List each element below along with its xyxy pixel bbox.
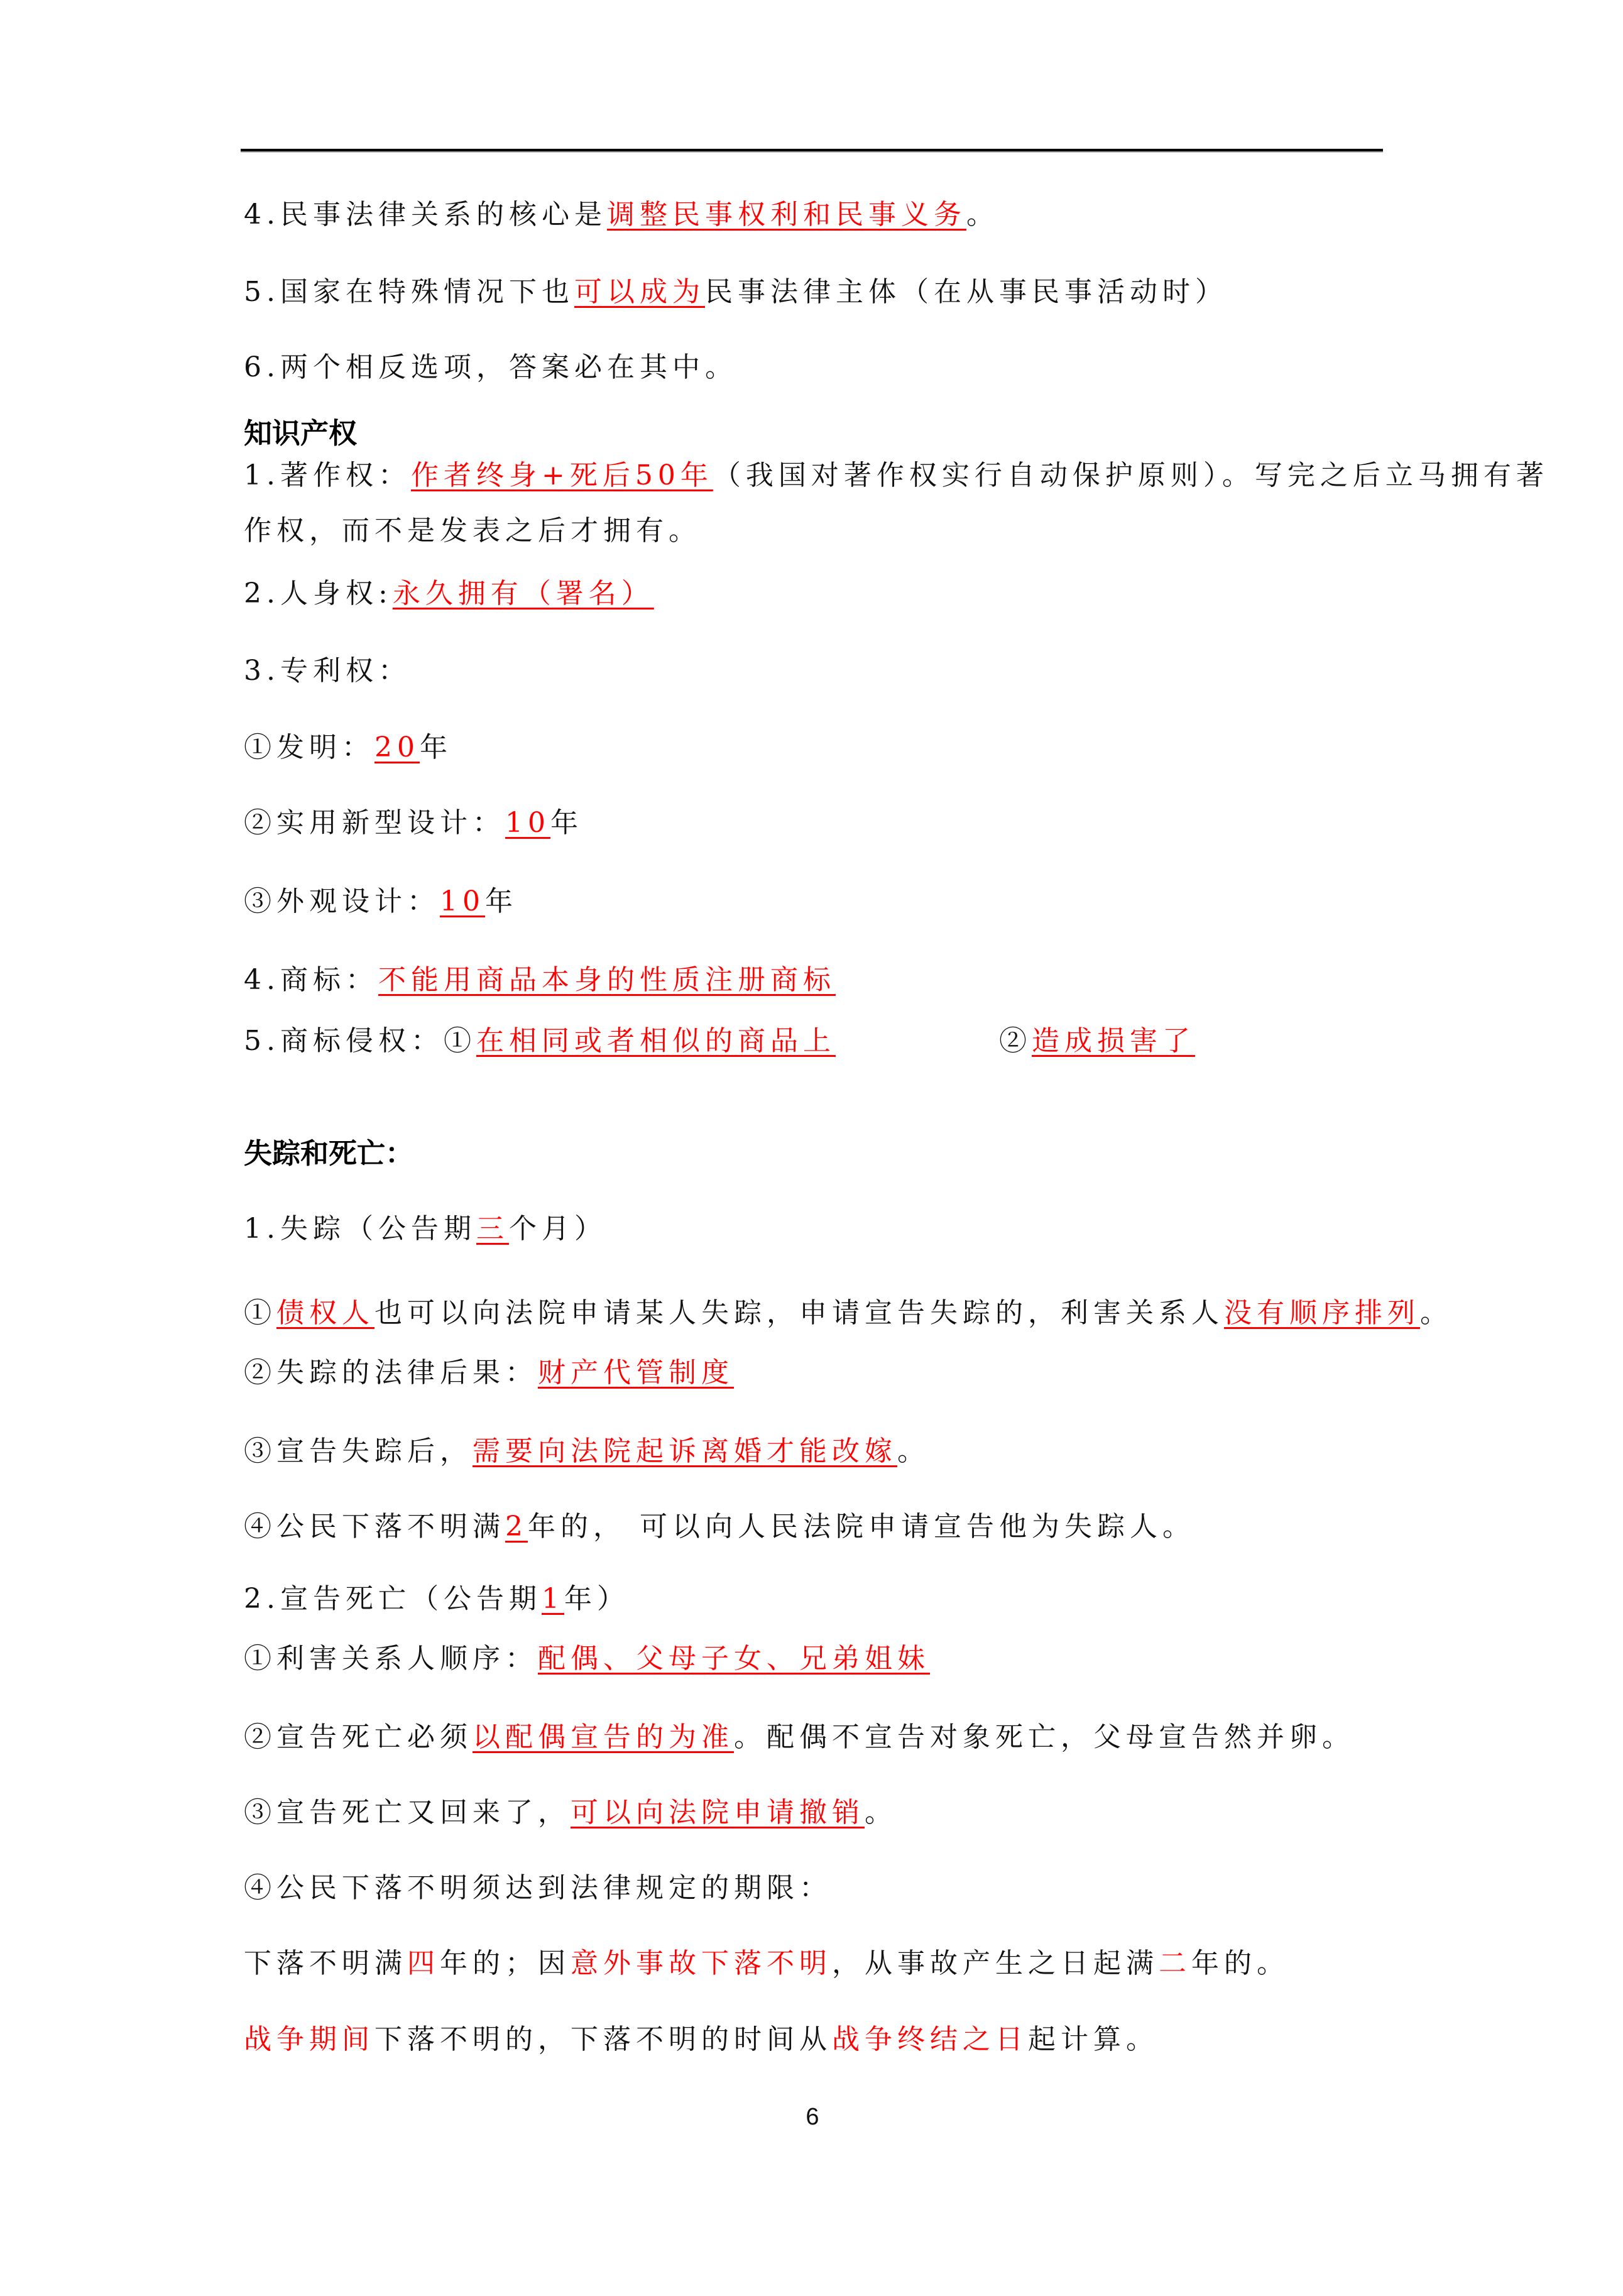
text-segment: ③宣告死亡又回来了，: [244, 1796, 571, 1829]
text-segment: 失踪和死亡：: [244, 1137, 414, 1170]
section-heading: [244, 416, 357, 451]
highlighted-key-point: 可以成为: [574, 276, 705, 308]
text-segment: 年）: [564, 1583, 630, 1615]
page-number: 6: [806, 2104, 819, 2130]
text-segment: 。: [1420, 1297, 1453, 1329]
text-line: [244, 275, 1228, 310]
highlighted-key-point: 以配偶宣告的为准: [473, 1721, 734, 1753]
text-line: [244, 1641, 930, 1676]
text-segment: ①利害关系人顺序：: [244, 1643, 538, 1675]
text-line: [244, 458, 1549, 493]
highlighted-key-point: 不能用商品本身的性质注册商标: [378, 964, 836, 996]
text-segment: 。: [966, 199, 999, 231]
text-segment: 5.国家在特殊情况下也: [244, 276, 574, 308]
highlighted-key-point: 三: [476, 1213, 509, 1245]
text-segment: 4.民事法律关系的核心是: [244, 199, 607, 231]
text-segment: （我国对著作权实行自动保护原则）。写完之后立马拥有著: [713, 459, 1549, 491]
text-line: [244, 963, 836, 998]
highlighted-key-point: 永久拥有（署名）: [392, 577, 654, 610]
text-segment: 1.著作权：: [244, 459, 411, 491]
highlighted-key-point: 20: [374, 731, 420, 763]
text-line: [244, 653, 411, 689]
text-segment: 。: [865, 1796, 897, 1829]
text-segment: 5.商标侵权：①: [244, 1025, 476, 1057]
text-segment: 年: [550, 807, 583, 839]
highlighted-key-point: 作者终身+死后50年: [410, 459, 713, 491]
text-segment: 年的；因: [440, 1947, 571, 1979]
highlighted-key-point: 调整民事权利和民事义务: [606, 199, 966, 231]
highlighted-key-point: 可以向法院申请撤销: [571, 1796, 865, 1829]
text-line: [244, 350, 738, 385]
text-line: [244, 1582, 630, 1617]
text-segment: 。配偶不宣告对象死亡，父母宣告然并卵。: [734, 1721, 1355, 1753]
highlighted-key-point: 债权人: [276, 1297, 374, 1329]
highlighted-key-point: 需要向法院起诉离婚才能改嫁: [473, 1435, 897, 1467]
highlighted-key-point: 在相同或者相似的商品上: [476, 1025, 836, 1057]
text-segment: 知识产权: [244, 417, 358, 450]
text-line: [244, 730, 452, 765]
text-segment: ④公民下落不明满: [244, 1511, 505, 1543]
text-segment: ①: [244, 1297, 276, 1329]
text-segment: 2.人身权:: [244, 577, 393, 610]
text-line: [244, 806, 583, 841]
highlighted-key-point: 1: [541, 1583, 564, 1615]
highlighted-key-point: 二: [1159, 1947, 1191, 1979]
text-segment: 3.专利权：: [244, 655, 411, 687]
text-segment: ②失踪的法律后果：: [244, 1357, 538, 1389]
text-segment: 下落不明满: [244, 1947, 407, 1979]
text-segment: 1.失踪（公告期: [244, 1213, 476, 1245]
text-segment: 个月）: [508, 1213, 607, 1245]
text-segment: ③宣告失踪后，: [244, 1435, 473, 1467]
text-line: [244, 1720, 1355, 1755]
highlighted-key-point: 10: [440, 885, 485, 917]
text-segment: ①发明：: [244, 731, 374, 763]
text-segment: ，从事故产生之日起满: [832, 1947, 1159, 1979]
text-line: [244, 1946, 1289, 1981]
text-line: [244, 576, 654, 611]
text-line: [244, 513, 701, 549]
section-heading: [244, 1136, 413, 1171]
highlighted-key-point: 10: [505, 807, 550, 839]
text-segment: 6.两个相反选项，答案必在其中。: [244, 351, 738, 383]
highlighted-key-point: 没有顺序排列: [1224, 1297, 1420, 1329]
text-line: [244, 1509, 1195, 1544]
highlighted-key-point: 造成损害了: [1031, 1025, 1195, 1057]
text-segment: 4.商标：: [244, 964, 378, 996]
text-segment: 下落不明的，下落不明的时间从: [374, 2023, 832, 2055]
highlighted-key-point: 四: [407, 1947, 440, 1979]
text-segment: 起计算。: [1028, 2023, 1159, 2055]
text-line: [244, 1871, 832, 1906]
text-line: [244, 1296, 1453, 1331]
text-segment: ②实用新型设计：: [244, 807, 505, 839]
text-segment: ②: [998, 1025, 1032, 1057]
text-line: [244, 2022, 1159, 2057]
highlighted-key-point: 战争终结之日: [832, 2023, 1028, 2055]
text-segment: ④公民下落不明须达到法律规定的期限：: [244, 1872, 832, 1904]
text-line: [244, 1024, 1195, 1059]
text-segment: 作权，而不是发表之后才拥有。: [244, 515, 701, 547]
text-line: [244, 197, 999, 232]
text-segment: 2.宣告死亡（公告期: [244, 1583, 542, 1615]
text-segment: ③外观设计：: [244, 885, 440, 917]
text-segment: 年的， 可以向人民法院申请宣告他为失踪人。: [528, 1511, 1195, 1543]
text-segment: ②宣告死亡必须: [244, 1721, 473, 1753]
highlighted-key-point: 财产代管制度: [538, 1357, 734, 1389]
header-rule: [241, 149, 1383, 151]
text-segment: 。: [897, 1435, 930, 1467]
text-segment: 年: [485, 885, 518, 917]
text-segment: 年: [420, 731, 452, 763]
highlighted-key-point: 配偶、父母子女、兄弟姐妹: [538, 1643, 930, 1675]
text-segment: 民事法律主体（在从事民事活动时）: [704, 276, 1228, 308]
text-segment: 也可以向法院申请某人失踪，申请宣告失踪的，利害关系人: [374, 1297, 1224, 1329]
text-line: [244, 1795, 897, 1830]
highlighted-key-point: 意外事故下落不明: [571, 1947, 832, 1979]
text-line: [244, 884, 518, 919]
text-line: [244, 1355, 734, 1391]
text-line: [244, 1211, 607, 1247]
highlighted-key-point: 2: [505, 1511, 528, 1543]
text-segment: 年的。: [1191, 1947, 1289, 1979]
text-line: [244, 1434, 930, 1469]
highlighted-key-point: 战争期间: [244, 2023, 374, 2055]
